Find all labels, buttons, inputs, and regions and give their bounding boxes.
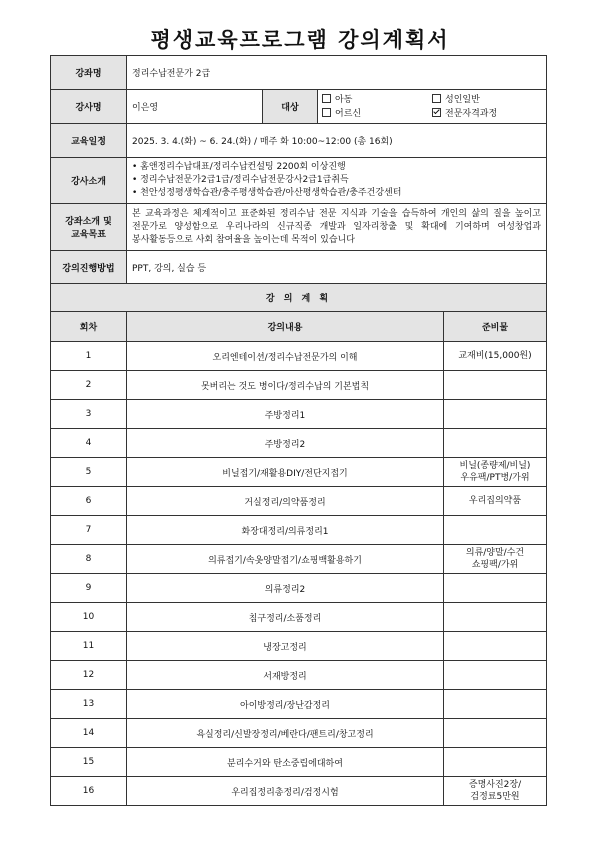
lecture-plan-table [50,55,547,806]
session-content: 우리집정리총정리/검정시험 [127,777,444,806]
session-prep [444,603,547,632]
table-row [51,719,547,748]
table-row [51,429,547,458]
plan-rows [51,342,547,806]
session-prep [444,429,547,458]
intro-list [127,158,547,204]
course-row [51,56,547,90]
instructor-label: 강사명 [51,90,127,124]
session-content: 주방정리2 [127,429,444,458]
table-row [51,748,547,777]
session-prep [444,400,547,429]
target-option-professional[interactable]: 전문자격과정 [432,107,542,121]
table-row [51,603,547,632]
session-content: 못버리는 것도 병이다/정리수납의 기본법칙 [127,371,444,400]
session-number: 2 [51,371,127,400]
method-label: 강의진행방법 [51,251,127,284]
intro-row [51,158,547,204]
session-number: 12 [51,661,127,690]
session-prep: 비닐(종량제/비닐) 우유팩/PT병/가위 [444,458,547,487]
session-content: 의류접기/속옷양말접기/쇼핑백활용하기 [127,545,444,574]
table-row [51,487,547,516]
session-content: 분리수거와 탄소중립에대하여 [127,748,444,777]
intro-label: 강사소개 [51,158,127,204]
goal-value: 본 교육과정은 체계적이고 표준화된 정리수납 전문 지식과 기술을 습득하여 개인의 삶의 질을 높이고 전문가로 양성함으로 우리나라의 신규직종 개발과 일자리창출 및 확대에 기여하며 여성창업과 봉사활동등으로 사회 참여율을 높이는데 목적이 있습니다 [127,204,547,251]
course-value: 정리수납전문가 2급 [127,56,547,90]
session-prep: 교재비(15,000원) [444,342,547,371]
plan-header-row [51,312,547,342]
session-prep [444,516,547,545]
target-label: 대상 [263,90,318,124]
intro-item: • 천안성정평생학습관/충주평생학습관/아산평생학습관/충주건강센터 [132,187,541,200]
session-number: 4 [51,429,127,458]
table-row [51,574,547,603]
checkbox-checked-icon [432,108,441,117]
plan-section-title: 강 의 계 획 [51,284,547,312]
session-number: 5 [51,458,127,487]
header-content: 강의내용 [127,312,444,342]
instructor-value: 이은영 [127,90,263,124]
session-number: 15 [51,748,127,777]
intro-item: • 홈앤정리수납대표/정리수납컨설팅 2200회 이상진행 [132,161,541,174]
table-row [51,777,547,806]
session-content: 거실정리/의약품정리 [127,487,444,516]
instructor-row [51,90,547,124]
session-content: 주방정리1 [127,400,444,429]
goal-label: 강좌소개 및 교육목표 [51,204,127,251]
session-number: 8 [51,545,127,574]
checkbox-icon [322,108,331,117]
table-row [51,458,547,487]
table-row [51,516,547,545]
session-number: 1 [51,342,127,371]
table-row [51,342,547,371]
target-option-adult[interactable]: 성인일반 [432,93,542,107]
session-content: 아이방정리/장난감정리 [127,690,444,719]
session-number: 13 [51,690,127,719]
table-row [51,545,547,574]
session-prep [444,719,547,748]
header-no: 회차 [51,312,127,342]
session-content: 침구정리/소품정리 [127,603,444,632]
table-row [51,690,547,719]
table-row [51,400,547,429]
session-number: 11 [51,632,127,661]
session-prep [444,690,547,719]
checkbox-icon [322,94,331,103]
method-row [51,251,547,284]
session-content: 냉장고정리 [127,632,444,661]
session-number: 6 [51,487,127,516]
session-number: 9 [51,574,127,603]
session-content: 의류정리2 [127,574,444,603]
session-prep: 의류/양말/수건 쇼핑팩/가위 [444,545,547,574]
session-content: 비닐접기/재활용DIY/전단지접기 [127,458,444,487]
session-number: 16 [51,777,127,806]
checkbox-icon [432,94,441,103]
goal-row [51,204,547,251]
session-prep [444,632,547,661]
schedule-row [51,124,547,158]
table-row [51,661,547,690]
session-prep [444,371,547,400]
session-prep: 우리집의약품 [444,487,547,516]
session-prep [444,574,547,603]
schedule-label: 교육일정 [51,124,127,158]
intro-item: • 정리수납전문가2급1급/정리수납전문강사2급1급취득 [132,174,541,187]
plan-section-row [51,284,547,312]
table-row [51,632,547,661]
header-prep: 준비물 [444,312,547,342]
document-title: 평생교육프로그램 강의계획서 [150,28,450,52]
session-prep: 증명사진2장/ 검정료5만원 [444,777,547,806]
course-label: 강좌명 [51,56,127,90]
session-prep [444,661,547,690]
session-number: 10 [51,603,127,632]
session-content: 오리엔테이션/정리수납전문가의 이해 [127,342,444,371]
session-prep [444,748,547,777]
method-value: PPT, 강의, 실습 등 [127,251,547,284]
session-number: 14 [51,719,127,748]
session-content: 서재방정리 [127,661,444,690]
session-content: 욕실정리/신발장정리/베란다/팬트리/창고정리 [127,719,444,748]
session-number: 7 [51,516,127,545]
target-option-senior[interactable]: 어르신 [322,107,432,121]
table-row [51,371,547,400]
target-options [318,90,547,124]
target-option-child[interactable]: 아동 [322,93,432,107]
schedule-value: 2025. 3. 4.(화) ~ 6. 24.(화) / 매주 화 10:00~12:00 (총 16회) [127,124,547,158]
session-content: 화장대정리/의류정리1 [127,516,444,545]
session-number: 3 [51,400,127,429]
